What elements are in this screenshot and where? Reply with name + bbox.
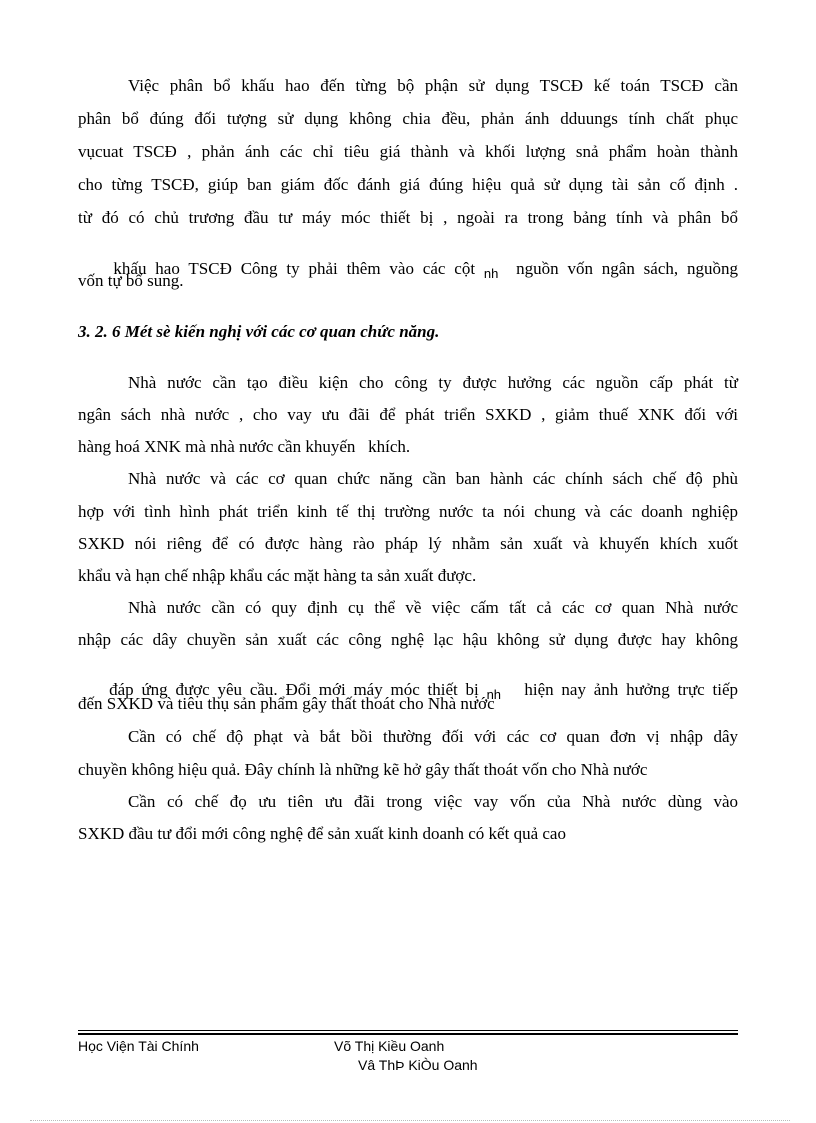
page-border bbox=[30, 1120, 790, 1121]
text-line: Cần có chế độ phạt và bắt bồi thường đối với các cơ quan đơn vị nhập dây bbox=[128, 727, 738, 746]
text-segment: nguồn vốn ngân sách, nguồng bbox=[498, 259, 738, 278]
text-line: vốn tự bổ sung. bbox=[78, 271, 184, 290]
section-heading: 3. 2. 6 Mét sè kiến nghị với các cơ quan chức năng. bbox=[78, 322, 440, 341]
text-line: phân bổ đúng đối tượng sử dụng không chia đều, phản ánh dduungs tính chất phục bbox=[78, 109, 738, 128]
text-line: Nhà nước và các cơ quan chức năng cần ban hành các chính sách chế độ phù bbox=[128, 469, 738, 488]
text-line: Nhà nước cần tạo điều kiện cho công ty được hưởng các nguồn cấp phát từ bbox=[128, 373, 738, 392]
text-line: hợp với tình hình phát triển kinh tế thị trường nước ta nói chung và các doanh nghiệp bbox=[78, 502, 738, 521]
text-line: nhập các dây chuyền sản xuất các công nghệ lạc hậu không sử dụng được hay không bbox=[78, 630, 738, 649]
footer-rule-bottom bbox=[78, 1033, 738, 1035]
subscript-text: nh bbox=[483, 266, 499, 281]
text-line: đến SXKD và tiêu thụ sản phẩm gây thất thoát cho Nhà nước bbox=[78, 694, 495, 713]
footer-author: Võ Thị Kiều Oanh bbox=[334, 1038, 445, 1054]
text-line: cho từng TSCĐ, giúp ban giám đốc đánh giá đúng hiệu quả sử dụng tài sản cố định . bbox=[78, 175, 738, 194]
text-line: SXKD đầu tư đổi mới công nghệ để sản xuất kinh doanh có kết quả cao bbox=[78, 824, 566, 843]
text-line: SXKD nói riêng để có được hàng rào pháp lý nhằm sản xuất và khuyến khích xuốt bbox=[78, 534, 738, 553]
text-line: vụcuat TSCĐ , phản ánh các chỉ tiêu giá thành và khối lượng snả phẩm hoàn thành bbox=[78, 142, 738, 161]
text-line: hàng hoá XNK mà nhà nước cần khuyến khích. bbox=[78, 437, 411, 456]
footer-institution: Học Viện Tài Chính bbox=[78, 1038, 199, 1054]
text-segment: đáp ứng được yêu cầu. Đổi mới máy móc thiết bị bbox=[109, 680, 487, 699]
text-line: Nhà nước cần có quy định cụ thể về việc cấm tất cả các cơ quan Nhà nước bbox=[128, 598, 738, 617]
text-line: từ đó có chủ trương đầu tư máy móc thiết bị , ngoài ra trong bảng tính và phân bổ bbox=[78, 208, 738, 227]
text-line: Việc phân bổ khấu hao đến từng bộ phận sử dụng TSCĐ kế toán TSCĐ cần bbox=[128, 76, 738, 95]
footer-rule-top bbox=[78, 1030, 738, 1031]
text-line: ngân sách nhà nước , cho vay ưu đãi để phát triển SXKD , giảm thuế XNK đối với bbox=[78, 405, 738, 424]
text-line: Cần có chế đọ ưu tiên ưu đãi trong việc vay vốn của Nhà nước dùng vào bbox=[128, 792, 738, 811]
footer-author-garbled: Vâ ThÞ KiÒu Oanh bbox=[358, 1057, 478, 1073]
text-line: khẩu và hạn chế nhập khẩu các mặt hàng ta sản xuất được. bbox=[78, 566, 477, 585]
text-segment: khấu hao TSCĐ Công ty phải thêm vào các cột bbox=[113, 259, 484, 278]
text-segment: hiện nay ảnh hưởng trực tiếp bbox=[501, 680, 738, 699]
text-line: chuyền không hiệu quả. Đây chính là những kẽ hở gây thất thoát vốn cho Nhà nước bbox=[78, 760, 648, 779]
subscript-text: nh bbox=[486, 687, 502, 702]
